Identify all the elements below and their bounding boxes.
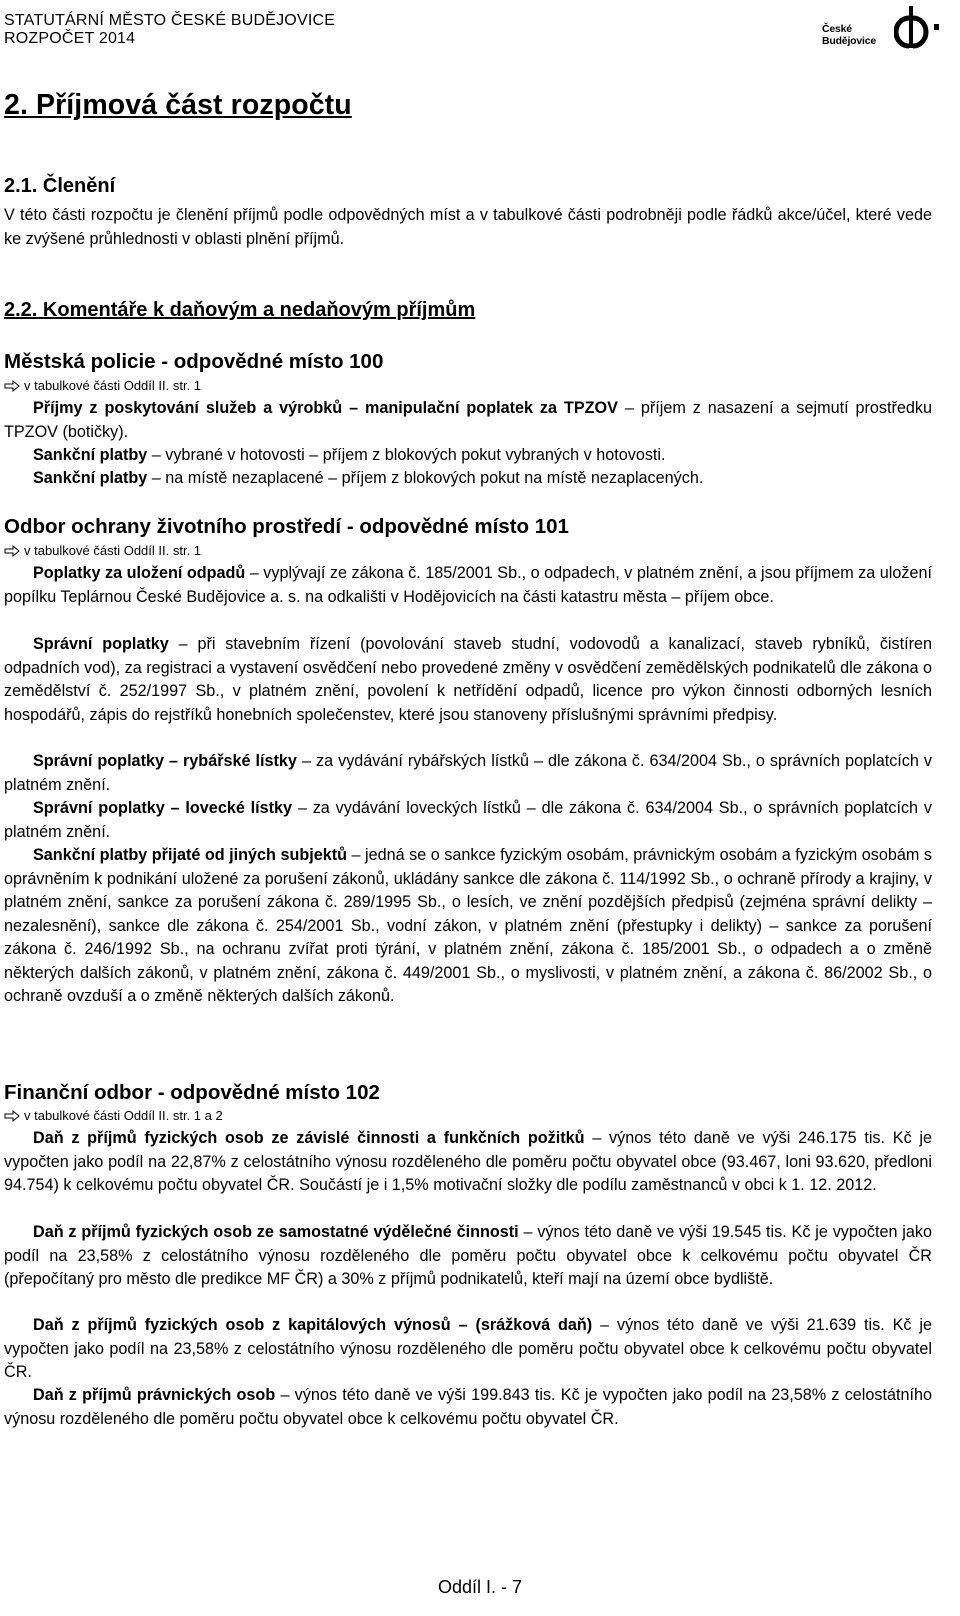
fo-paragraph-1 xyxy=(4,1127,932,1198)
oozp-p1-text: – vyplývají ze zákona č. 185/2001 Sb., o odpadech, v platném znění, a jsou příjmem za uložení popílku Teplárnou České Budějovice a. s. na odkališti v Hodějovicích na části katastru města – příjem obce. xyxy=(4,564,932,606)
section-2-2-heading: 2.2. Komentáře k daňovým a nedaňovým příjmům xyxy=(4,299,476,321)
fo-p2-bold: Daň z příjmů fyzických osob ze samostatné výdělečné činnosti xyxy=(33,1223,519,1241)
mp-p1-text: – příjem z nasazení a sejmutí prostředku TPZOV (botičky). xyxy=(4,399,932,441)
oozp-paragraph-2 xyxy=(4,633,932,727)
oozp-p3-bold: Správní poplatky – rybářské lístky xyxy=(33,752,297,770)
fo-ref-text: v tabulkové části Oddíl II. str. 1 a 2 xyxy=(24,1108,223,1123)
fo-p3-text: – výnos této daně ve výši 21.639 tis. Kč je vypočten jako podíl na 23,58% z celostátního výnosu rozděleného dle poměru počtu obyvatel obce k celkovému počtu obyvatel ČR. xyxy=(4,1316,932,1381)
fo-reference xyxy=(4,1108,223,1124)
fo-paragraph-4 xyxy=(4,1384,932,1431)
fo-p4-bold: Daň z příjmů právnických osob xyxy=(33,1386,276,1404)
arrow-right-icon xyxy=(4,545,20,557)
oozp-p4-bold: Správní poplatky – lovecké lístky xyxy=(33,799,293,817)
arrow-right-icon xyxy=(4,380,20,392)
fo-heading: Finanční odbor - odpovědné místo 102 xyxy=(4,1081,380,1104)
fo-p4-text: – výnos této daně ve výši 199.843 tis. Kč je vypočten jako podíl na 23,58% z celostátního výnosu rozděleného dle poměru počtu obyvatel obce k celkovému počtu obyvatel ČR. xyxy=(4,1386,932,1428)
oozp-p5-bold: Sankční platby přijaté od jiných subjektů xyxy=(33,846,348,864)
fo-p3-bold: Daň z příjmů fyzických osob z kapitálových výnosů – (srážková daň) xyxy=(33,1316,593,1334)
page-number: Oddíl I. - 7 xyxy=(437,1577,523,1597)
oozp-p3-text: – za vydávání rybářských lístků – dle zákona č. 634/2004 Sb., o správních poplatcích v platném znění. xyxy=(4,752,932,794)
mp-ref-text: v tabulkové části Oddíl II. str. 1 xyxy=(24,378,202,393)
oozp-p5-text: – jedná se o sankce fyzickým osobám, právnickým osobám a fyzickým osobám s oprávněním k podnikání uložené za porušení zákonů, ukládány sankce dle zákona č. 114/1992 Sb., o ochraně přírody a krajiny, v platném znění, sankce za porušení zákona č. 289/1995 Sb., o lesích, ve znění pozdějších předpisů (zejména správní delikty – nezalesnění), sankce dle zákona č. 254/2001 Sb., vodní zákon, v platném znění (přestupky i delikty) – sankce za porušení zákona č. 246/1992 Sb., na ochranu zvířat proti týrání, v platném znění, zákona č. 185/2001 Sb., o odpadech a o změně některých dalších zákonů, v platném znění, zákona č. 449/2001 Sb., o myslivosti, v platném znění, a zákona č. 86/2002 Sb., o ochraně ovzduší a o změně některých dalších zákonů. xyxy=(4,846,932,1005)
mp-paragraph-3 xyxy=(33,467,932,491)
oozp-reference xyxy=(4,543,201,559)
header-budget: ROZPOČET 2014 xyxy=(4,30,136,47)
page-title: 2. Příjmová část rozpočtu xyxy=(4,89,352,121)
mp-paragraph-1 xyxy=(4,397,932,444)
mp-heading: Městská policie - odpovědné místo 100 xyxy=(4,350,384,373)
oozp-p2-text: – při stavebním řízení (povolování staveb studní, vodovodů a kanalizací, staveb rybníků, čistíren odpadních vod), za registraci a vystavení osvědčení nebo provedené změny v osvědčení zemědělských podnikatelů dle zákona o zemědělství č. 252/1997 Sb., v platném znění, povolení k netřídění odpadů, licence pro výkon činnosti odborných lesních hospodářů, zápis do rejstříků honebních společenstev, které jsou stanoveny příslušnými správními předpisy. xyxy=(4,635,932,724)
oozp-paragraph-5 xyxy=(4,844,932,1009)
fo-p2-text: – výnos této daně ve výši 19.545 tis. Kč je vypočten jako podíl na 23,58% z celostátního výnosu rozděleného dle poměru počtu obyvatel obce k celkovému počtu obyvatel ČR (přepočítaný pro město dle predikce MF ČR) a 30% z příjmů podnikatelů, kteří mají na území obce bydliště. xyxy=(4,1223,933,1288)
fo-p1-text: – výnos této daně ve výši 246.175 tis. Kč je vypočten jako podíl na 22,87% z celostátního výnosu rozděleného dle poměru počtu obyvatel obce (93.467, loni 93.620, předloni 94.754) k celkovému počtu obyvatel ČR. Součástí je i 1,5% motivační složky dle podílu zaměstnanců v obci k 1. 12. 2012. xyxy=(4,1129,933,1194)
oozp-p4-text: – za vydávání loveckých lístků – dle zákona č. 634/2004 Sb., o správních poplatcích v platném znění. xyxy=(4,799,932,841)
page-header xyxy=(4,12,954,52)
mp-p2-bold: Sankční platby xyxy=(33,446,148,464)
oozp-p1-bold: Poplatky za uložení odpadů xyxy=(33,564,246,582)
mp-paragraph-2 xyxy=(33,444,932,468)
mp-p2-text: – vybrané v hotovosti – příjem z blokových pokut vybraných v hotovosti. xyxy=(147,446,666,464)
section-2-1-text: V této části rozpočtu je členění příjmů podle odpovědných míst a v tabulkové části podrobněji podle řádků akce/účel, které vede ke zvýšené průhlednosti v oblasti plnění příjmů. xyxy=(4,206,932,248)
section-2-1-heading: 2.1. Členění xyxy=(4,175,116,197)
oozp-p2-bold: Správní poplatky xyxy=(33,635,169,653)
mp-p1-bold: Příjmy z poskytování služeb a výrobků – manipulační poplatek za TPZOV xyxy=(33,399,618,417)
oozp-paragraph-4 xyxy=(4,797,932,844)
arrow-right-icon xyxy=(4,1110,20,1122)
city-logo-icon xyxy=(894,4,942,50)
logo-text: České Budějovice xyxy=(822,23,877,47)
header-city: STATUTÁRNÍ MĚSTO ČESKÉ BUDĚJOVICE xyxy=(4,12,336,29)
city-logo xyxy=(822,4,952,54)
fo-paragraph-3 xyxy=(4,1314,932,1385)
mp-p3-text: – na místě nezaplacené – příjem z blokových pokut na místě nezaplacených. xyxy=(147,469,704,487)
oozp-ref-text: v tabulkové části Oddíl II. str. 1 xyxy=(24,543,202,558)
oozp-paragraph-1 xyxy=(4,562,932,609)
fo-paragraph-2 xyxy=(4,1221,932,1292)
fo-p1-bold: Daň z příjmů fyzických osob ze závislé činnosti a funkčních požitků xyxy=(33,1129,585,1147)
mp-p3-bold: Sankční platby xyxy=(33,469,148,487)
oozp-heading: Odbor ochrany životního prostředí - odpovědné místo 101 xyxy=(4,515,569,538)
oozp-paragraph-3 xyxy=(4,750,932,797)
mp-reference xyxy=(4,378,201,394)
